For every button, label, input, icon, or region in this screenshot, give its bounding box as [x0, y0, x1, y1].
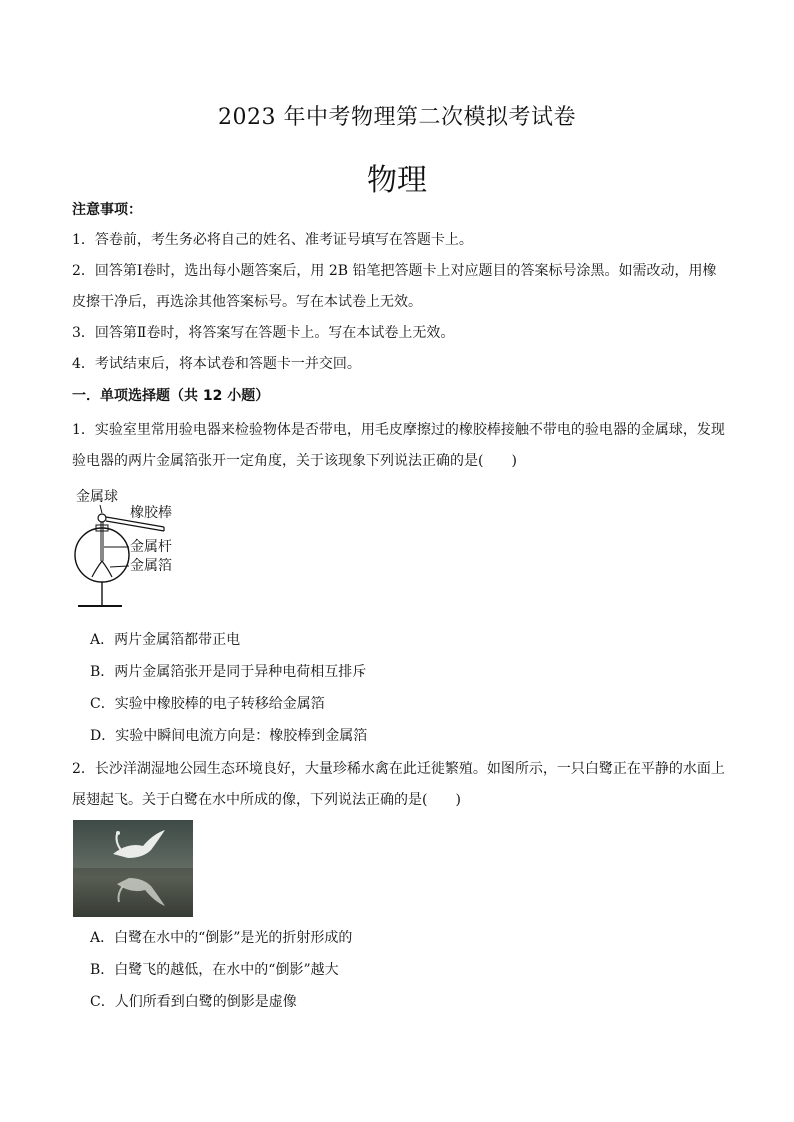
egret-photo-illustration: [73, 820, 193, 917]
notice-heading: 注意事项：: [72, 202, 142, 218]
section-heading: 一．单项选择题（共 12 小题）: [72, 388, 270, 404]
label-metal-ball: 金属球: [76, 489, 118, 505]
label-metal-foil: 金属箔: [130, 558, 172, 574]
egret-photo: [73, 820, 193, 917]
q1-option-c: C．实验中橡胶棒的电子转移给金属箔: [90, 696, 325, 712]
q1-stem-line2: 验电器的两片金属箔张开一定角度，关于该现象下列说法正确的是( ): [72, 453, 517, 469]
label-rubber-rod: 橡胶棒: [130, 505, 172, 521]
notice-item-3: 3．回答第Ⅱ卷时，将答案写在答题卡上。写在本试卷上无效。: [72, 325, 455, 341]
q2-stem-line1: 2．长沙洋湖湿地公园生态环境良好，大量珍稀水禽在此迁徙繁殖。如图所示，一只白鹭正在平静的水面上: [72, 761, 725, 777]
notice-item-1: 1．答卷前，考生务必将自己的姓名、准考证号填写在答题卡上。: [72, 232, 473, 248]
notice-item-2: 2．回答第Ⅰ卷时，选出每小题答案后，用 2B 铅笔把答题卡上对应题目的答案标号涂黑。如需改动，用橡: [72, 263, 717, 279]
q1-option-a: A．两片金属箔都带正电: [90, 632, 241, 648]
subject-title: 物理: [367, 163, 427, 198]
q2-option-a: A．白鹭在水中的“倒影”是光的折射形成的: [90, 930, 353, 946]
notice-item-2-cont: 皮擦干净后，再选涂其他答案标号。写在本试卷上无效。: [72, 294, 422, 310]
q1-option-b: B．两片金属箔张开是同于异种电荷相互排斥: [90, 664, 367, 680]
label-metal-bar: 金属杆: [130, 539, 172, 555]
q2-option-b: B．白鹭飞的越低，在水中的“倒影”越大: [90, 962, 339, 978]
notice-item-4: 4．考试结束后，将本试卷和答题卡一并交回。: [72, 356, 361, 372]
q2-option-c: C．人们所看到白鹭的倒影是虚像: [90, 994, 297, 1010]
q2-stem-line2: 展翅起飞。关于白鹭在水中所成的像，下列说法正确的是( ): [72, 792, 461, 808]
q1-option-d: D．实验中瞬间电流方向是：橡胶棒到金属箔: [90, 728, 368, 744]
q1-stem-line1: 1．实验室里常用验电器来检验物体是否带电，用毛皮摩擦过的橡胶棒接触不带电的验电器的金属球，发现: [72, 422, 725, 438]
exam-title: 2023 年中考物理第二次模拟考试卷: [218, 105, 576, 130]
electroscope-figure: [72, 485, 192, 615]
